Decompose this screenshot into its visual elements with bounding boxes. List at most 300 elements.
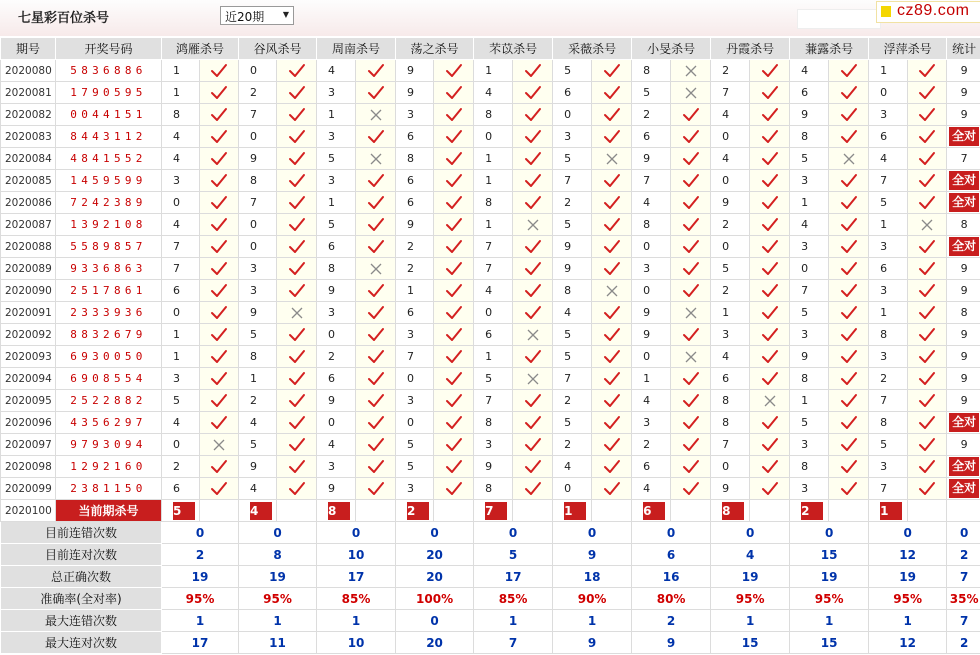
- check-mark-icon: [671, 104, 711, 126]
- check-mark-icon: [750, 170, 790, 192]
- stats-value: 15: [711, 632, 790, 654]
- kill-number-cell: 1: [162, 60, 200, 82]
- kill-number-cell: 4: [162, 214, 200, 236]
- kill-number-cell: 2: [711, 214, 750, 236]
- current-kill-badge: 7: [485, 502, 507, 520]
- kill-number-table: [0, 37, 980, 654]
- kill-number-cell: 1: [869, 302, 908, 324]
- kill-number-cell: 7: [711, 434, 750, 456]
- check-mark-icon: [434, 412, 474, 434]
- check-mark-icon: [356, 434, 396, 456]
- check-mark-icon: [671, 192, 711, 214]
- winning-numbers-cell: 6908554: [56, 368, 162, 390]
- check-mark-icon: [356, 280, 396, 302]
- check-mark-icon: [200, 324, 239, 346]
- kill-number-cell: 3: [790, 434, 829, 456]
- check-mark-icon: [356, 368, 396, 390]
- check-mark-icon: [671, 126, 711, 148]
- kill-number-cell: 8: [632, 60, 671, 82]
- current-kill-badge: 8: [328, 502, 350, 520]
- kill-number-cell: 5: [553, 346, 592, 368]
- kill-number-cell: 2: [162, 456, 200, 478]
- check-mark-icon: [829, 258, 869, 280]
- stats-value: 19: [162, 566, 239, 588]
- cross-mark-icon: [513, 214, 553, 236]
- stats-value: 19: [239, 566, 317, 588]
- table-row: [1, 192, 980, 214]
- kill-number-cell: 3: [711, 324, 750, 346]
- stats-label: 准确率(全对率): [1, 588, 162, 610]
- period-cell: 2020088: [1, 236, 56, 258]
- check-mark-icon: [908, 192, 947, 214]
- check-mark-icon: [200, 390, 239, 412]
- check-mark-icon: [513, 456, 553, 478]
- kill-number-cell: 6: [396, 170, 434, 192]
- check-mark-icon: [356, 60, 396, 82]
- kill-number-cell: 4: [317, 60, 356, 82]
- count-cell: 9: [947, 258, 980, 280]
- current-kill-badge: 1: [564, 502, 586, 520]
- count-cell: [947, 478, 980, 500]
- period-cell: 2020087: [1, 214, 56, 236]
- kill-number-cell: 9: [317, 478, 356, 500]
- check-mark-icon: [277, 214, 317, 236]
- check-mark-icon: [200, 60, 239, 82]
- check-mark-icon: [277, 324, 317, 346]
- col-header-period: 期号: [1, 38, 56, 60]
- check-mark-icon: [200, 456, 239, 478]
- stats-value: 17: [317, 566, 396, 588]
- stats-value: 7: [947, 566, 980, 588]
- col-header-expert: 采薇杀号: [553, 38, 632, 60]
- check-mark-icon: [908, 280, 947, 302]
- blank-cell: [356, 500, 396, 522]
- stats-value: 35%: [947, 588, 980, 610]
- chevron-down-icon[interactable]: ▼: [282, 10, 289, 19]
- cross-mark-icon: [592, 280, 632, 302]
- check-mark-icon: [200, 302, 239, 324]
- check-mark-icon: [908, 434, 947, 456]
- current-kill-cell: [553, 500, 592, 522]
- stats-value: 95%: [869, 588, 947, 610]
- kill-number-cell: 4: [711, 148, 750, 170]
- check-mark-icon: [908, 258, 947, 280]
- period-cell: 2020094: [1, 368, 56, 390]
- check-mark-icon: [434, 258, 474, 280]
- kill-number-cell: 8: [711, 412, 750, 434]
- check-mark-icon: [829, 170, 869, 192]
- kill-number-cell: 5: [790, 412, 829, 434]
- check-mark-icon: [750, 302, 790, 324]
- stats-value: 0: [239, 522, 317, 544]
- stats-value: 95%: [239, 588, 317, 610]
- period-cell: 2020082: [1, 104, 56, 126]
- check-mark-icon: [200, 82, 239, 104]
- kill-number-cell: 7: [162, 236, 200, 258]
- table-row: [1, 302, 980, 324]
- kill-number-cell: 6: [162, 478, 200, 500]
- check-mark-icon: [829, 60, 869, 82]
- check-mark-icon: [356, 192, 396, 214]
- period-cell: 2020089: [1, 258, 56, 280]
- stats-value: 16: [632, 566, 711, 588]
- all-right-badge: 全对: [949, 193, 979, 212]
- stats-value: 9: [632, 632, 711, 654]
- check-mark-icon: [671, 456, 711, 478]
- winning-numbers-cell: 2522882: [56, 390, 162, 412]
- stats-value: 95%: [790, 588, 869, 610]
- kill-number-cell: 3: [869, 104, 908, 126]
- kill-number-cell: 2: [632, 104, 671, 126]
- check-mark-icon: [908, 456, 947, 478]
- kill-number-cell: 1: [790, 192, 829, 214]
- check-mark-icon: [750, 456, 790, 478]
- kill-number-cell: 0: [790, 258, 829, 280]
- kill-number-cell: 2: [869, 368, 908, 390]
- kill-number-cell: 0: [474, 302, 513, 324]
- current-kill-badge: 2: [801, 502, 823, 520]
- period-cell: 2020091: [1, 302, 56, 324]
- stats-value: 0: [632, 522, 711, 544]
- kill-number-cell: 8: [239, 346, 277, 368]
- kill-number-cell: 5: [553, 412, 592, 434]
- kill-number-cell: 3: [396, 390, 434, 412]
- kill-number-cell: 7: [474, 258, 513, 280]
- count-cell: [947, 236, 980, 258]
- table-row: [1, 170, 980, 192]
- kill-number-cell: 4: [474, 82, 513, 104]
- check-mark-icon: [356, 412, 396, 434]
- check-mark-icon: [277, 368, 317, 390]
- col-header-expert: 蒹露杀号: [790, 38, 869, 60]
- stats-row: [1, 610, 980, 632]
- kill-number-cell: 1: [474, 60, 513, 82]
- kill-number-cell: 0: [553, 478, 592, 500]
- table-row: [1, 60, 980, 82]
- current-kill-badge: 2: [407, 502, 429, 520]
- table-row: [1, 412, 980, 434]
- kill-number-cell: 9: [553, 258, 592, 280]
- kill-number-cell: 3: [162, 368, 200, 390]
- table-row: [1, 214, 980, 236]
- check-mark-icon: [750, 258, 790, 280]
- check-mark-icon: [750, 192, 790, 214]
- check-mark-icon: [356, 170, 396, 192]
- kill-number-cell: 8: [474, 412, 513, 434]
- check-mark-icon: [671, 478, 711, 500]
- check-mark-icon: [513, 280, 553, 302]
- kill-number-cell: 9: [711, 478, 750, 500]
- stats-label: 目前连错次数: [1, 522, 162, 544]
- current-kill-cell: [711, 500, 750, 522]
- count-cell: 9: [947, 346, 980, 368]
- check-mark-icon: [829, 104, 869, 126]
- check-mark-icon: [434, 192, 474, 214]
- check-mark-icon: [592, 236, 632, 258]
- check-mark-icon: [356, 324, 396, 346]
- kill-number-cell: 1: [317, 104, 356, 126]
- blank-cell: [200, 500, 239, 522]
- blank-cell: [671, 500, 711, 522]
- period-select[interactable]: [220, 6, 294, 25]
- check-mark-icon: [434, 324, 474, 346]
- check-mark-icon: [513, 148, 553, 170]
- check-mark-icon: [829, 214, 869, 236]
- kill-number-cell: 4: [162, 148, 200, 170]
- kill-number-cell: 5: [869, 192, 908, 214]
- kill-number-cell: 8: [790, 456, 829, 478]
- check-mark-icon: [513, 412, 553, 434]
- table-row: [1, 456, 980, 478]
- check-mark-icon: [750, 412, 790, 434]
- stats-label: 总正确次数: [1, 566, 162, 588]
- table-row: [1, 258, 980, 280]
- check-mark-icon: [908, 346, 947, 368]
- kill-number-cell: 2: [553, 390, 592, 412]
- blank-cell: [750, 500, 790, 522]
- kill-number-cell: 9: [396, 82, 434, 104]
- period-cell: 2020098: [1, 456, 56, 478]
- kill-number-cell: 3: [869, 280, 908, 302]
- check-mark-icon: [277, 412, 317, 434]
- kill-number-cell: 1: [317, 192, 356, 214]
- kill-number-cell: 5: [790, 148, 829, 170]
- winning-numbers-cell: 1790595: [56, 82, 162, 104]
- kill-number-cell: 7: [162, 258, 200, 280]
- table-row: [1, 368, 980, 390]
- kill-number-cell: 5: [396, 456, 434, 478]
- check-mark-icon: [908, 148, 947, 170]
- stats-value: 2: [162, 544, 239, 566]
- header-row: [1, 38, 980, 60]
- kill-number-cell: 7: [869, 390, 908, 412]
- check-mark-icon: [592, 456, 632, 478]
- cross-mark-icon: [671, 346, 711, 368]
- period-cell: 2020081: [1, 82, 56, 104]
- check-mark-icon: [829, 192, 869, 214]
- check-mark-icon: [592, 324, 632, 346]
- current-kill-cell: [162, 500, 200, 522]
- kill-number-cell: 6: [711, 368, 750, 390]
- winning-numbers-cell: 2517861: [56, 280, 162, 302]
- check-mark-icon: [513, 82, 553, 104]
- check-mark-icon: [671, 214, 711, 236]
- kill-number-cell: 0: [474, 126, 513, 148]
- check-mark-icon: [829, 280, 869, 302]
- kill-number-cell: 6: [869, 126, 908, 148]
- period-cell: 2020083: [1, 126, 56, 148]
- check-mark-icon: [200, 170, 239, 192]
- stats-value: 20: [396, 566, 474, 588]
- cross-mark-icon: [592, 148, 632, 170]
- kill-number-cell: 1: [396, 280, 434, 302]
- count-cell: [947, 126, 980, 148]
- count-cell: [947, 412, 980, 434]
- stats-value: 0: [162, 522, 239, 544]
- kill-number-cell: 4: [553, 302, 592, 324]
- kill-number-cell: 9: [396, 60, 434, 82]
- check-mark-icon: [200, 346, 239, 368]
- blank-cell: [947, 500, 980, 522]
- kill-number-cell: 7: [239, 192, 277, 214]
- stats-value: 18: [553, 566, 632, 588]
- count-cell: 9: [947, 434, 980, 456]
- kill-number-cell: 3: [790, 478, 829, 500]
- stats-value: 1: [869, 610, 947, 632]
- check-mark-icon: [434, 434, 474, 456]
- check-mark-icon: [356, 456, 396, 478]
- check-mark-icon: [277, 456, 317, 478]
- site-logo[interactable]: [876, 1, 980, 23]
- check-mark-icon: [277, 104, 317, 126]
- current-period-row: [1, 500, 980, 522]
- table-row: [1, 478, 980, 500]
- check-mark-icon: [908, 104, 947, 126]
- kill-number-cell: 0: [711, 170, 750, 192]
- check-mark-icon: [671, 368, 711, 390]
- stats-value: 2: [947, 632, 980, 654]
- kill-number-cell: 6: [632, 126, 671, 148]
- count-cell: 9: [947, 368, 980, 390]
- kill-number-cell: 6: [396, 302, 434, 324]
- kill-number-cell: 4: [632, 478, 671, 500]
- check-mark-icon: [829, 456, 869, 478]
- table-row: [1, 236, 980, 258]
- kill-number-cell: 8: [869, 324, 908, 346]
- kill-number-cell: 2: [396, 236, 434, 258]
- check-mark-icon: [750, 368, 790, 390]
- period-cell: 2020084: [1, 148, 56, 170]
- check-mark-icon: [592, 82, 632, 104]
- check-mark-icon: [200, 126, 239, 148]
- col-header-expert: 荡之杀号: [396, 38, 474, 60]
- winning-numbers-cell: 2333936: [56, 302, 162, 324]
- kill-number-cell: 1: [162, 346, 200, 368]
- check-mark-icon: [592, 434, 632, 456]
- check-mark-icon: [277, 434, 317, 456]
- check-mark-icon: [200, 104, 239, 126]
- period-cell: 2020093: [1, 346, 56, 368]
- check-mark-icon: [277, 148, 317, 170]
- table-row: [1, 390, 980, 412]
- check-mark-icon: [829, 390, 869, 412]
- table-row: [1, 346, 980, 368]
- stats-value: 0: [790, 522, 869, 544]
- stats-label: 目前连对次数: [1, 544, 162, 566]
- kill-number-cell: 6: [632, 456, 671, 478]
- kill-number-cell: 9: [239, 302, 277, 324]
- page-title: 七星彩百位杀号: [18, 11, 110, 26]
- stats-value: 6: [632, 544, 711, 566]
- winning-numbers-cell: 6930050: [56, 346, 162, 368]
- kill-number-cell: 3: [239, 280, 277, 302]
- kill-number-cell: 3: [396, 104, 434, 126]
- kill-number-cell: 3: [396, 324, 434, 346]
- current-period-cell: 2020100: [1, 500, 56, 522]
- cross-mark-icon: [513, 368, 553, 390]
- check-mark-icon: [200, 214, 239, 236]
- check-mark-icon: [277, 258, 317, 280]
- check-mark-icon: [434, 302, 474, 324]
- check-mark-icon: [277, 192, 317, 214]
- blank-cell: [908, 500, 947, 522]
- kill-number-cell: 5: [317, 148, 356, 170]
- current-kill-cell: [396, 500, 434, 522]
- col-header-expert: 小旻杀号: [632, 38, 711, 60]
- blank-cell: [513, 500, 553, 522]
- kill-number-cell: 9: [711, 192, 750, 214]
- kill-number-cell: 4: [632, 192, 671, 214]
- check-mark-icon: [356, 126, 396, 148]
- stats-value: 100%: [396, 588, 474, 610]
- kill-number-cell: 1: [869, 214, 908, 236]
- count-cell: 7: [947, 148, 980, 170]
- count-cell: [947, 192, 980, 214]
- current-kill-label: 当前期杀号: [56, 500, 162, 522]
- kill-number-cell: 9: [474, 456, 513, 478]
- kill-number-cell: 6: [474, 324, 513, 346]
- kill-number-cell: 5: [239, 324, 277, 346]
- check-mark-icon: [200, 368, 239, 390]
- check-mark-icon: [277, 170, 317, 192]
- count-cell: 9: [947, 324, 980, 346]
- check-mark-icon: [434, 170, 474, 192]
- kill-number-cell: 9: [239, 456, 277, 478]
- check-mark-icon: [434, 82, 474, 104]
- check-mark-icon: [750, 104, 790, 126]
- stats-value: 20: [396, 632, 474, 654]
- stats-value: 1: [239, 610, 317, 632]
- winning-numbers-cell: 1459599: [56, 170, 162, 192]
- kill-number-cell: 3: [317, 126, 356, 148]
- kill-number-cell: 4: [869, 148, 908, 170]
- check-mark-icon: [592, 170, 632, 192]
- kill-number-cell: 6: [317, 236, 356, 258]
- kill-number-cell: 4: [239, 412, 277, 434]
- stats-value: 0: [711, 522, 790, 544]
- kill-number-cell: 7: [553, 170, 592, 192]
- check-mark-icon: [513, 104, 553, 126]
- stats-value: 0: [474, 522, 553, 544]
- period-cell: 2020080: [1, 60, 56, 82]
- cross-mark-icon: [671, 302, 711, 324]
- blank-cell: [277, 500, 317, 522]
- check-mark-icon: [829, 346, 869, 368]
- cross-mark-icon: [356, 104, 396, 126]
- kill-number-cell: 3: [317, 82, 356, 104]
- col-header-expert: 芣苡杀号: [474, 38, 553, 60]
- kill-number-cell: 1: [162, 82, 200, 104]
- kill-number-cell: 3: [869, 456, 908, 478]
- check-mark-icon: [750, 82, 790, 104]
- check-mark-icon: [750, 214, 790, 236]
- kill-number-cell: 3: [790, 236, 829, 258]
- kill-number-cell: 8: [396, 148, 434, 170]
- kill-number-cell: 1: [474, 170, 513, 192]
- stats-value: 17: [162, 632, 239, 654]
- kill-number-cell: 5: [553, 148, 592, 170]
- kill-number-cell: 4: [711, 104, 750, 126]
- check-mark-icon: [277, 346, 317, 368]
- kill-number-cell: 6: [869, 258, 908, 280]
- kill-number-cell: 5: [239, 434, 277, 456]
- check-mark-icon: [908, 126, 947, 148]
- stats-value: 4: [711, 544, 790, 566]
- stats-value: 85%: [317, 588, 396, 610]
- current-kill-badge: 1: [880, 502, 902, 520]
- current-kill-cell: [632, 500, 671, 522]
- check-mark-icon: [671, 148, 711, 170]
